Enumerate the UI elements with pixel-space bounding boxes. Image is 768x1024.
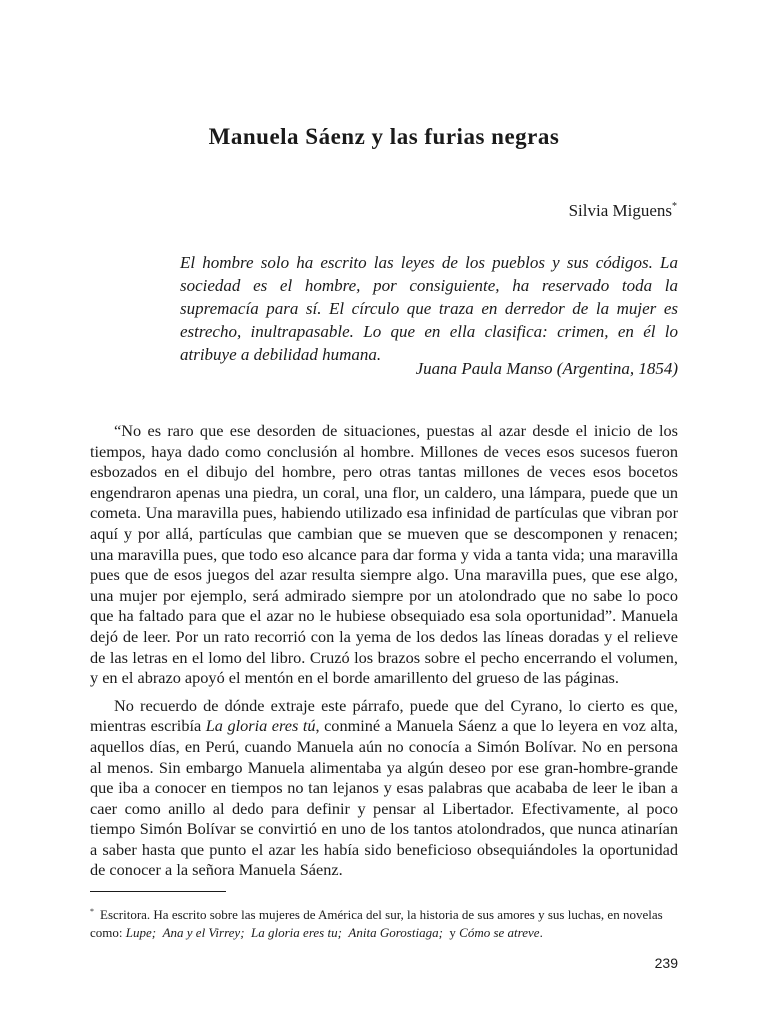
author-line <box>569 201 677 221</box>
footnote-mark: * <box>90 907 94 916</box>
body-paragraph-2 <box>90 696 678 881</box>
page-number: 239 <box>654 955 678 971</box>
article-title: Manuela Sáenz y las furias negras <box>208 124 560 149</box>
footnote-work: La gloria eres tu; <box>251 925 342 940</box>
footnote <box>90 903 680 942</box>
footnote-work: Ana y el Virrey; <box>162 925 245 940</box>
author-footnote-mark: * <box>672 201 677 212</box>
footnote-divider <box>90 891 226 892</box>
footnote-work: Cómo se atreve <box>459 925 540 940</box>
author-name: Silvia Miguens <box>568 201 672 220</box>
epigraph-attribution: Juana Paula Manso (Argentina, 1854) <box>415 359 678 378</box>
footnote-end: . <box>539 925 543 940</box>
epigraph-quote: El hombre solo ha escrito las leyes de los pueblos y sus códigos. La sociedad es el hombre, por consiguiente, ha reservado toda la supremacía para sí. El círculo que traza en derredor de la mujer es estrecho, inultrapasable. Lo que en ella clasifica: crimen, en él lo atribuye a debilidad humana. <box>180 253 678 364</box>
footnote-work: Lupe; <box>125 925 157 940</box>
footnote-conjunction: y <box>449 925 456 940</box>
book-title: La gloria eres tú <box>205 716 316 736</box>
body-paragraph-1: “No es raro que ese desorden de situaciones, puestas al azar desde el inicio de los tiempos, haya dado como conclusión al hombre. Millones de veces esos sucesos fueron esbozados en el dibujo del hombre, pero otras tantas millones de veces esos bocetos engendraron apenas una piedra, un coral, una flor, un caldero, una lámpara, puede que un cometa. Una maravilla pues, habiendo utilizado esa infinidad de partículas que vibran por aquí y por allá, partículas que cambian que se mueven que se descomponen y renacen; una maravilla pues, que todo eso alcance para dar forma y vida a tanta vida; una maravilla pues que de esos juegos del azar resulta siempre algo. Una maravilla pues, que ese algo, una mujer por ejemplo, será admirado siempre por un atolondrado que no sabe lo poco que ha faltado para que el azar no le hubiese obsequiado esa sola oportunidad”. Manuela dejó de leer. Por un rato recorrió con la yema de los dedos las líneas doradas y el relieve de las letras en el lomo del libro. Cruzó los brazos sobre el pecho encerrando el volumen, y en el abrazo apoyó el mentón en el borde amarillento del grueso de las páginas. <box>90 421 678 688</box>
article-body <box>90 421 678 881</box>
paragraph-text: No recuerdo de dónde extraje este párrafo, puede que del Cyrano, lo cierto es que, mientras escribía <box>90 695 678 736</box>
footnote-text: Escritora. Ha escrito sobre las mujeres de América del sur, la historia de sus amores y sus luchas, en novelas como: <box>90 907 663 940</box>
paragraph-text: , conminé a Manuela Sáenz a que lo leyera en voz alta, aquellos días, en Perú, cuando Manuela aún no conocía a Simón Bolívar. No en persona al menos. Sin embargo Manuela alimentaba ya algún deseo por ese gran-hombre-grande que iba a conocer en tiempos no tan lejanos y esas palabras que acababa de leer le iban a caer como anillo al dedo para definir y pensar al Libertador. Efectivamente, al poco tiempo Simón Bolívar se convirtió en uno de los tantos atolondrados, que nunca atinarían a saber hasta que punto el azar les había sido beneficioso obsequiándoles la oportunidad de conocer a la señora Manuela Sáenz. <box>90 716 679 880</box>
footnote-work: Anita Gorostiaga; <box>348 925 443 940</box>
